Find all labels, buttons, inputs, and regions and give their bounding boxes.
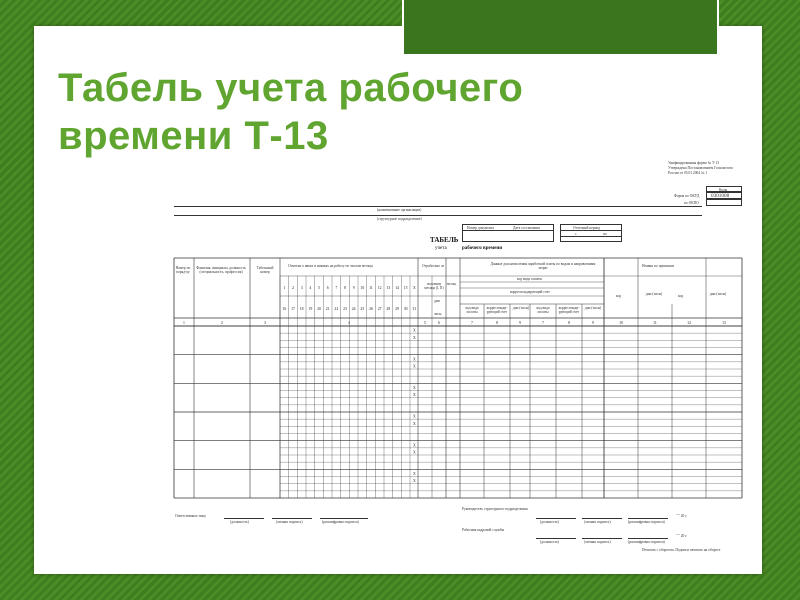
hr-decoding-line bbox=[628, 538, 668, 539]
day-label-row2-9: 25 bbox=[360, 307, 365, 311]
org-caption: (наименование организации) bbox=[377, 208, 422, 212]
responsible-label: Ответственное лицо bbox=[175, 514, 207, 518]
day-label-row2-4: 20 bbox=[317, 307, 321, 311]
form-note-line-2: Утверждена Постановлением Госкомстата bbox=[668, 166, 733, 170]
col-number-11: 9 bbox=[592, 321, 594, 325]
footer-note: Печатать с оборотом. Подписи печатать на обороте bbox=[642, 548, 721, 552]
day-label-row1-8: 9 bbox=[352, 286, 355, 290]
day-label-row1-4: 5 bbox=[318, 286, 320, 290]
day-label-row2-8: 24 bbox=[351, 307, 356, 311]
x-mark-3-a: X bbox=[412, 414, 416, 419]
col-number-15: 13 bbox=[722, 321, 726, 325]
day-label-row2-5: 21 bbox=[325, 307, 330, 311]
col-number-3: 4 bbox=[348, 321, 350, 325]
col-number-0: 1 bbox=[183, 321, 185, 325]
timesheet-grid bbox=[172, 158, 744, 560]
day-label-row2-15: 31 bbox=[412, 307, 417, 311]
form-note-line-3: России от 05.01.2004 № 1 bbox=[668, 171, 708, 175]
hr-position-line bbox=[536, 538, 576, 539]
head-decoding-line bbox=[628, 518, 668, 519]
col-number-10: 8 bbox=[568, 321, 570, 325]
slide-tab-accent bbox=[402, 0, 719, 56]
hr-signature-caption: (личная подпись) bbox=[584, 540, 611, 544]
responsible-position-caption: (должность) bbox=[230, 520, 249, 524]
day-label-row1-11: 12 bbox=[377, 286, 382, 290]
head-signature-line bbox=[582, 518, 622, 519]
header-pay-code-short-2: код вида оплаты bbox=[536, 306, 550, 314]
day-label-row1-15: X bbox=[412, 286, 416, 290]
day-label-row2-12: 28 bbox=[386, 307, 391, 311]
day-label-row1-9: 10 bbox=[360, 286, 365, 290]
x-mark-1-b: X bbox=[412, 364, 416, 369]
x-mark-3-b: X bbox=[412, 421, 416, 426]
col-number-7: 8 bbox=[496, 321, 498, 325]
day-label-row2-3: 19 bbox=[308, 307, 313, 311]
x-mark-1-a: X bbox=[412, 357, 416, 362]
okud-label: Форма по ОКУД bbox=[674, 194, 700, 198]
col-number-4: 5 bbox=[424, 321, 426, 325]
doc-subtitle-2: рабочего времени bbox=[462, 246, 503, 251]
header-days-hours-1: дни (часы) bbox=[512, 306, 530, 310]
day-label-row1-1: 2 bbox=[292, 286, 294, 290]
x-mark-2-b: X bbox=[412, 393, 416, 398]
hr-signature-line bbox=[582, 538, 622, 539]
day-label-row1-7: 8 bbox=[344, 286, 346, 290]
doc-title: ТАБЕЛЬ bbox=[430, 236, 459, 244]
day-label-row1-10: 11 bbox=[369, 286, 373, 290]
col-number-9: 7 bbox=[542, 321, 544, 325]
header-absence-code-1: код bbox=[616, 294, 622, 298]
col-number-6: 7 bbox=[471, 321, 473, 325]
day-label-row2-10: 26 bbox=[369, 307, 373, 311]
codes-header: Коды bbox=[719, 187, 728, 192]
okpo-label: по ОКПО bbox=[684, 201, 699, 205]
timesheet-form-image bbox=[172, 158, 744, 560]
header-absence-days-1: дни (часы) bbox=[645, 292, 663, 296]
x-mark-4-b: X bbox=[412, 450, 416, 455]
day-label-row2-2: 18 bbox=[299, 307, 304, 311]
day-label-row1-13: 14 bbox=[395, 286, 399, 290]
doc-subtitle: учета bbox=[435, 246, 447, 251]
dept-caption: (структурное подразделение) bbox=[377, 217, 422, 221]
slide-title-line-2: времени Т-13 bbox=[58, 114, 329, 158]
day-label-row2-14: 30 bbox=[403, 307, 408, 311]
slide-title-line-1: Табель учета рабочего bbox=[58, 66, 524, 110]
header-days-hours-2: дни (часы) bbox=[584, 306, 602, 310]
x-mark-4-a: X bbox=[412, 443, 416, 448]
day-label-row1-3: 4 bbox=[309, 286, 312, 290]
day-label-row1-6: 7 bbox=[335, 286, 338, 290]
header-marks: Отметки о явках и неявках на работу по числам месяца bbox=[288, 264, 373, 268]
head-position-caption: (должность) bbox=[540, 520, 559, 524]
hr-date: " " 20 г. bbox=[676, 534, 688, 538]
day-label-row2-7: 23 bbox=[343, 307, 347, 311]
header-days: дни bbox=[434, 299, 440, 303]
day-label-row1-0: 1 bbox=[283, 286, 286, 290]
x-mark-5-a: X bbox=[412, 472, 416, 476]
day-label-row2-0: 16 bbox=[282, 307, 287, 311]
slide-title bbox=[58, 64, 523, 160]
header-absence-days-2: дни (часы) bbox=[709, 292, 727, 296]
responsible-decoding-caption: (расшифровка подписи) bbox=[322, 520, 359, 524]
header-tab-num: Табельный номер bbox=[256, 266, 274, 274]
header-corr-short-2: корреспонди-рующий счет bbox=[558, 306, 580, 314]
doc-date-label: Дата составления bbox=[513, 226, 540, 230]
hr-position-caption: (должность) bbox=[540, 540, 559, 544]
head-signature-caption: (личная подпись) bbox=[584, 520, 611, 524]
header-num: Номер по поряд-ку bbox=[175, 266, 191, 274]
day-label-row2-11: 27 bbox=[377, 307, 382, 311]
period-from: с bbox=[575, 232, 577, 236]
header-hours: часы bbox=[434, 312, 442, 316]
responsible-signature-caption: (личная подпись) bbox=[276, 520, 303, 524]
header-absences: Неявки по причинам bbox=[642, 264, 674, 268]
period-to: по bbox=[603, 232, 607, 236]
head-date: " " 20 г. bbox=[676, 514, 688, 518]
responsible-decoding-line bbox=[320, 518, 368, 519]
form-note-line-1: Унифицированная форма № Т-13 bbox=[668, 161, 719, 165]
header-absence-code-2: код bbox=[678, 294, 684, 298]
responsible-position-line bbox=[224, 518, 264, 519]
day-label-row1-14: 15 bbox=[403, 286, 408, 290]
day-label-row2-13: 29 bbox=[395, 307, 399, 311]
x-mark-2-a: X bbox=[412, 386, 416, 390]
header-worked: Отработано за bbox=[422, 264, 445, 268]
col-number-5: 6 bbox=[438, 321, 440, 325]
hr-label: Работник кадровой службы bbox=[462, 528, 505, 532]
responsible-signature-line bbox=[272, 518, 312, 519]
head-label: Руководитель структурного подразделения bbox=[462, 507, 528, 511]
col-number-8: 9 bbox=[519, 321, 521, 325]
col-number-2: 3 bbox=[264, 321, 266, 325]
x-mark-0-a: X bbox=[412, 328, 416, 333]
period-label: Отчетный период bbox=[573, 226, 601, 230]
header-pay-code-short-1: код вида оплаты bbox=[465, 306, 479, 314]
okud-value: 0301008 bbox=[711, 192, 730, 199]
doc-number-label: Номер документа bbox=[467, 226, 494, 230]
header-month: месяц bbox=[447, 282, 457, 286]
day-label-row2-6: 22 bbox=[334, 307, 339, 311]
header-name: Фамилия, инициалы, должность (специальность, профессия) bbox=[196, 266, 246, 274]
day-label-row1-2: 3 bbox=[300, 286, 303, 290]
header-pay-code: код вида оплаты bbox=[517, 277, 542, 281]
head-decoding-caption: (расшифровка подписи) bbox=[628, 520, 665, 524]
header-corr-short-1: корреспонди-рующий счет bbox=[486, 306, 508, 314]
col-number-12: 10 bbox=[619, 321, 623, 325]
day-label-row2-1: 17 bbox=[291, 307, 295, 311]
x-mark-5-b: X bbox=[412, 479, 416, 484]
header-corr-account: корреспондирующий счет bbox=[510, 290, 550, 294]
hr-decoding-caption: (расшифровка подписи) bbox=[628, 540, 665, 544]
day-label-row1-5: 6 bbox=[326, 286, 329, 290]
head-position-line bbox=[536, 518, 576, 519]
header-half-month: половину месяца (I, II) bbox=[424, 282, 444, 290]
col-number-1: 2 bbox=[221, 321, 223, 325]
x-mark-0-b: X bbox=[412, 335, 416, 340]
col-number-14: 12 bbox=[687, 321, 691, 325]
col-number-13: 11 bbox=[653, 321, 657, 325]
day-label-row1-12: 13 bbox=[386, 286, 391, 290]
header-pay-data: Данные для начисления заработной платы по видам и направлениям затрат bbox=[490, 262, 596, 270]
